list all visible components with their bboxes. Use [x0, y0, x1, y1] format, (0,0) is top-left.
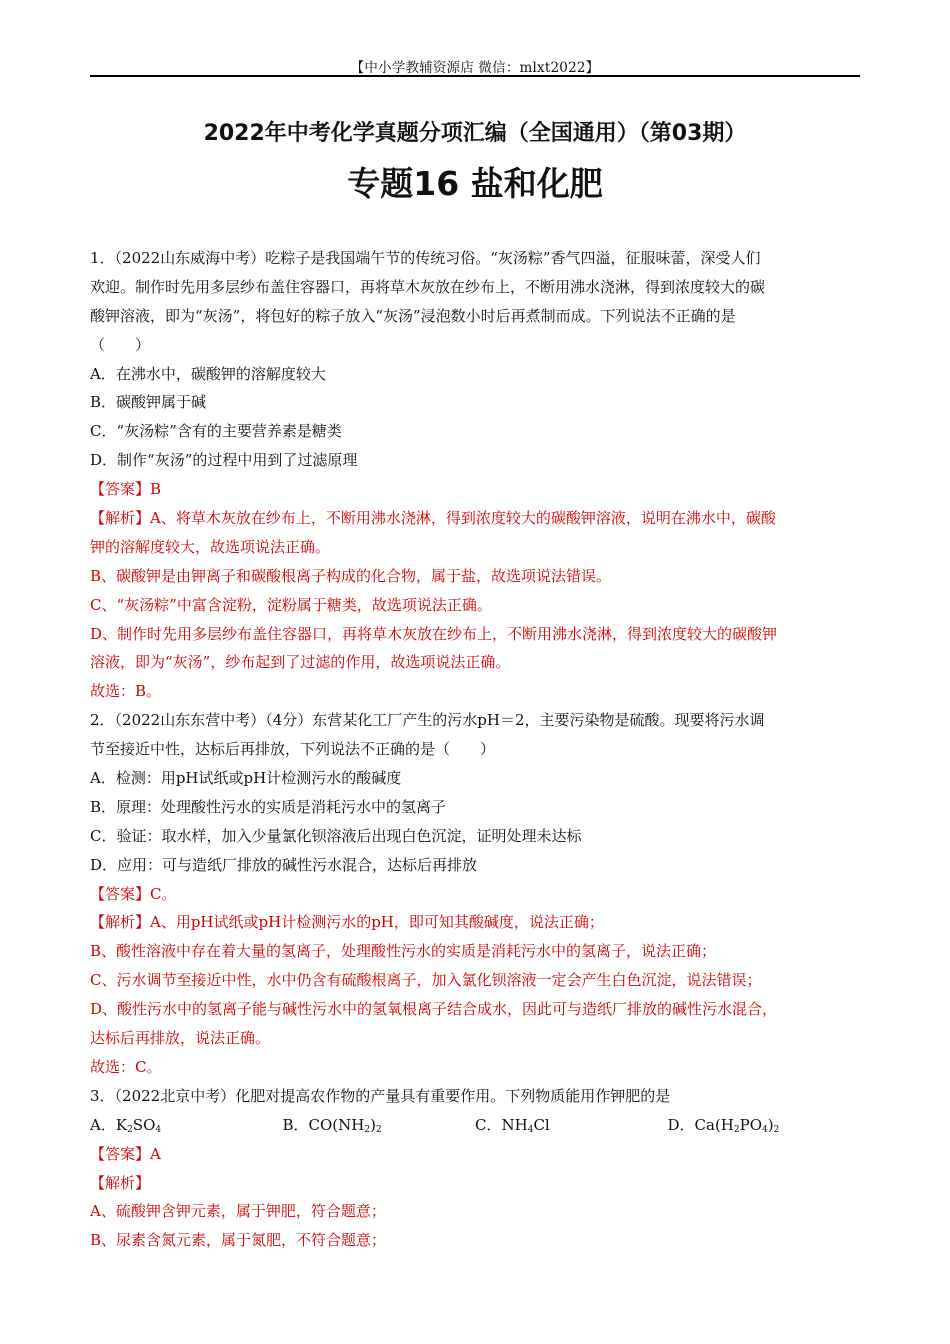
analysis-line: 溶液，即为“灰汤”，纱布起到了过滤的作用，故选项说法正确。: [90, 653, 511, 672]
analysis-line: 【解析】A、用pH试纸或pH计检测污水的pH，即可知其酸碱度，说法正确；: [90, 913, 604, 932]
answer: 【答案】A: [90, 1144, 161, 1163]
formula-subscript: 2: [733, 1124, 740, 1135]
options-row: [90, 1111, 860, 1140]
analysis-line: A、硫酸钾含钾元素，属于钾肥，符合题意；: [90, 1202, 386, 1221]
question-2: [90, 706, 860, 1082]
formula-subscript: 2: [127, 1124, 133, 1135]
formula-part: PO: [739, 1115, 763, 1134]
header-divider: [90, 75, 860, 77]
formula-subscript: 2: [375, 1124, 382, 1135]
answer: 【答案】C。: [90, 884, 177, 903]
formula-part: ): [767, 1115, 774, 1134]
analysis-line: B、碳酸钾是由钾离子和碳酸根离子构成的化合物，属于盐，故选项说法错误。: [90, 566, 612, 585]
document-body: [90, 244, 860, 1255]
document-title: 2022年中考化学真题分项汇编（全国通用）（第03期）: [203, 121, 747, 146]
topic-heading: 专题16 盐和化肥: [347, 164, 603, 203]
analysis-line: D、酸性污水中的氢离子能与碱性污水中的氢氧根离子结合成水，因此可与造纸厂排放的碱性污水混合，: [90, 1000, 778, 1019]
option-b: B．碳酸钾属于碱: [90, 393, 207, 412]
question-stem-line: 2．（2022山东东营中考）（4分）东营某化工厂产生的污水pH＝2，主要污染物是硫酸。现要将污水调: [90, 711, 765, 730]
option-a: [90, 1111, 283, 1140]
option-a: A．检测：用pH试纸或pH计检测污水的酸碱度: [90, 769, 402, 788]
analysis-line: B、酸性溶液中存在着大量的氢离子，处理酸性污水的实质是消耗污水中的氢离子，说法正确；: [90, 942, 717, 961]
page-header: 【中小学教辅资源店 微信：mlxt2022】: [350, 60, 600, 76]
option-d: [668, 1111, 861, 1140]
analysis-line: 达标后再排放，说法正确。: [90, 1029, 271, 1048]
conclusion: 故选：B。: [90, 682, 162, 701]
question-stem-line: 1．（2022山东威海中考）吃粽子是我国端午节的传统习俗。“灰汤粽”香气四溢，征服味蕾，深受人们: [90, 249, 761, 267]
question-3: [90, 1082, 860, 1255]
formula-subscript: 2: [773, 1124, 780, 1135]
formula-subscript: 4: [762, 1124, 768, 1135]
formula-part: ): [370, 1115, 376, 1134]
analysis-line: C、“灰汤粽”中富含淀粉，淀粉属于糖类，故选项说法正确。: [90, 595, 492, 614]
analysis-line: B、尿素含氮元素，属于氮肥，不符合题意；: [90, 1231, 387, 1250]
analysis-line: 【解析】A、将草木灰放在纱布上，不断用沸水浇淋，得到浓度较大的碳酸钾溶液，说明在沸水中，碳酸: [90, 509, 776, 528]
option-a: A．在沸水中，碳酸钾的溶解度较大: [90, 364, 326, 383]
option-c: C．“灰汤粽”含有的主要营养素是糖类: [90, 422, 342, 441]
option-label: B．: [282, 1115, 309, 1134]
formula-part: CO(NH: [308, 1115, 365, 1134]
question-1: [90, 244, 860, 706]
option-d: D．应用：可与造纸厂排放的碱性污水混合，达标后再排放: [90, 855, 478, 874]
analysis-label: 【解析】: [90, 1173, 151, 1192]
option-b: B．原理：处理酸性污水的实质是消耗污水中的氢离子: [90, 797, 447, 816]
formula-subscript: 2: [364, 1124, 371, 1135]
analysis-line: 钾的溶解度较大，故选项说法正确。: [90, 537, 331, 556]
question-stem-line: （ ）: [90, 335, 151, 354]
answer: 【答案】B: [90, 480, 162, 499]
conclusion: 故选：C。: [90, 1057, 162, 1076]
option-b: [283, 1111, 476, 1140]
option-c: [475, 1111, 668, 1140]
question-stem-line: 节至接近中性，达标后再排放，下列说法不正确的是（ ）: [90, 740, 496, 759]
formula-subscript: 4: [155, 1124, 162, 1135]
option-c: C．验证：取水样，加入少量氯化钡溶液后出现白色沉淀，证明处理未达标: [90, 826, 582, 845]
formula-part: Cl: [533, 1115, 550, 1134]
question-stem-line: 欢迎。制作时先用多层纱布盖住容器口，再将草木灰放在纱布上，不断用沸水浇淋，得到浓度较大的碳: [90, 277, 766, 296]
formula-subscript: 4: [527, 1124, 534, 1135]
formula-part: K: [115, 1115, 128, 1134]
analysis-line: C、污水调节至接近中性，水中仍含有硫酸根离子，加入氯化钡溶液一定会产生白色沉淀，说法错误；: [90, 971, 762, 990]
question-stem-line: 3．（2022北京中考）化肥对提高农作物的产量具有重要作用。下列物质能用作钾肥的是: [90, 1086, 671, 1105]
option-label: C．: [475, 1115, 502, 1134]
option-d: D．制作“灰汤”的过程中用到了过滤原理: [90, 451, 358, 470]
option-label: D．: [667, 1115, 695, 1134]
option-label: A．: [90, 1115, 116, 1134]
analysis-line: D、制作时先用多层纱布盖住容器口，再将草木灰放在纱布上，不断用沸水浇淋，得到浓度较大的碳酸钾: [90, 624, 778, 643]
formula-part: NH: [501, 1115, 528, 1134]
question-stem-line: 酸钾溶液，即为“灰汤”，将包好的粽子放入“灰汤”浸泡数小时后再煮制而成。下列说法不正确的是: [90, 306, 736, 325]
formula-part: SO: [132, 1115, 156, 1134]
formula-part: Ca(H: [694, 1115, 734, 1134]
